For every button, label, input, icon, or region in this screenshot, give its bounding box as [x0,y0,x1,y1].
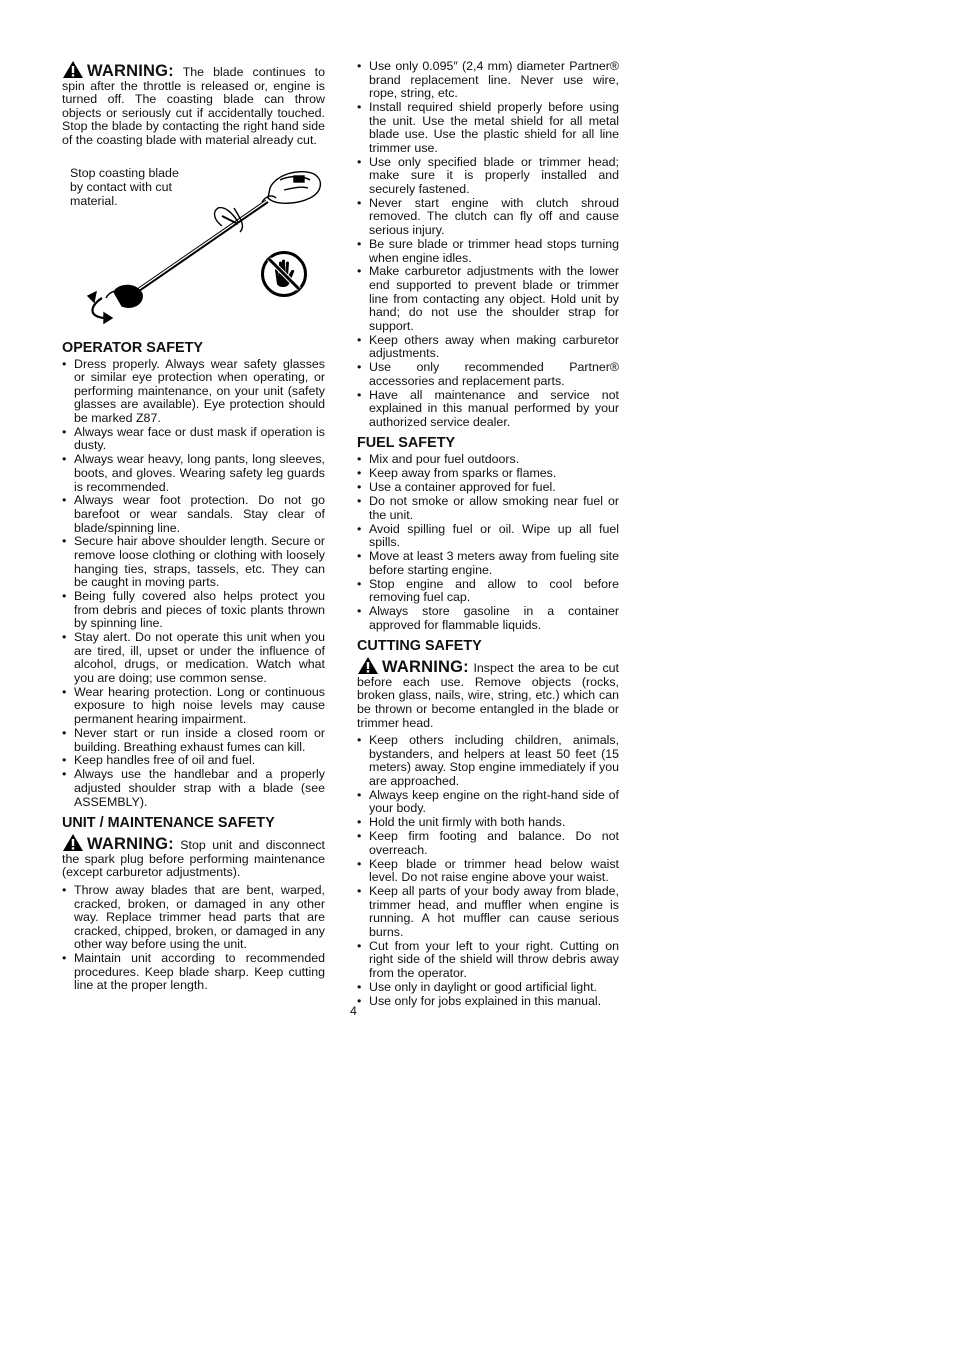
figure-caption: Stop coasting blade by contact with cut material. [70,165,179,208]
intro-warning [62,60,325,148]
list-item: • Keep handles free of oil and fuel. [62,754,325,768]
list-item: • Avoid spilling fuel or oil. Wipe up all fuel spills. [357,523,619,550]
warning-label: WARNING: [87,835,174,854]
list-item: • Keep blade or trimmer head below waist level. Do not raise engine above your waist. [357,858,619,885]
list-item: • Wear hearing protection. Long or continuous exposure to high noise levels may cause permanent hearing impairment. [62,686,325,727]
list-item: • Install required shield properly before using the unit. Use the metal shield for all metal blade use. Use the plastic shield for all line trimmer use. [357,101,619,155]
list-item: • Maintain unit according to recommended procedures. Keep blade sharp. Keep cutting line at the proper length. [62,952,325,993]
list-item: • Throw away blades that are bent, warped, cracked, broken, or damaged in any other way. Replace trimmer head parts that are cracked, chipped, broken, or damaged in any other way before using the unit. [62,884,325,952]
list-item: • Be sure blade or trimmer head stops turning when engine idles. [357,238,619,265]
list-item: • Use a container approved for fuel. [357,481,619,495]
cutting-warning [357,656,619,730]
list-item: • Move at least 3 meters away from fueling site before starting engine. [357,550,619,577]
maintenance-safety-list [62,884,325,993]
list-item: • Stop engine and allow to cool before removing fuel cap. [357,578,619,605]
operator-safety-heading: OPERATOR SAFETY [62,339,203,356]
list-item: • Mix and pour fuel outdoors. [357,453,619,467]
list-item: • Use only for jobs explained in this manual. [357,995,619,1009]
list-item: • Keep firm footing and balance. Do not overreach. [357,830,619,857]
warning-label: WARNING: [87,62,174,80]
list-item: • Stay alert. Do not operate this unit when you are tired, ill, upset or under the influence of alcohol, drugs, or medication. Watch what you are doing; use common sense. [62,631,325,685]
warning-label: WARNING: [382,658,469,677]
warning-triangle-icon [357,656,379,675]
list-item: • Always wear face or dust mask if operation is dusty. [62,426,325,453]
operator-safety-list [62,358,325,810]
list-item: • Make carburetor adjustments with the lower end supported to prevent blade or trimmer line from contacting any object. Hold unit by hand; do not use the shoulder strap for support. [357,265,619,333]
coasting-blade-figure [62,166,325,328]
page-number: 4 [350,1004,357,1018]
fuel-safety-heading: FUEL SAFETY [357,435,456,452]
list-item: • Always use the handlebar and a properly adjusted shoulder strap with a blade (see ASSEMBLY). [62,768,325,809]
list-item: • Use only 0.095″ (2,4 mm) diameter Partner® brand replacement line. Never use wire, rope, string, etc. [357,60,619,101]
list-item: • Being fully covered also helps protect you from debris and pieces of toxic plants thrown by spinning line. [62,590,325,631]
list-item: • Keep all parts of your body away from blade, trimmer head, and muffler when engine is running. A hot muffler can cause serious burns. [357,885,619,939]
maintenance-warning [62,833,325,880]
list-item: • Use only recommended Partner® accessories and replacement parts. [357,361,619,388]
warning-text: Inspect the area to be cut before each use. Remove objects (rocks, broken glass, nails, wire, string, etc.) which can be thrown or become entangled in the blade or trimmer head. [357,661,619,730]
warning-triangle-icon [62,833,84,852]
cutting-safety-list [357,734,619,1008]
list-item: • Never start or run inside a closed room or building. Breathing exhaust fumes can kill. [62,727,325,754]
fuel-safety-list [357,453,619,632]
list-item: • Use only in daylight or good artificial light. [357,981,619,995]
cutting-safety-heading: CUTTING SAFETY [357,638,482,655]
list-item: • Use only specified blade or trimmer head; make sure it is properly installed and securely fastened. [357,156,619,197]
list-item: • Never start engine with clutch shroud removed. The clutch can fly off and cause serious injury. [357,197,619,238]
list-item: • Have all maintenance and service not explained in this manual performed by your authorized service dealer. [357,389,619,430]
unit-maintenance-heading: UNIT / MAINTENANCE SAFETY [62,815,275,832]
list-item: • Always store gasoline in a container approved for flammable liquids. [357,605,619,632]
right-column [357,60,619,1009]
list-item: • Dress properly. Always wear safety glasses or similar eye protection when operating, or performing maintenance, on your unit (safety glasses are available). Eye protection should be marked Z87. [62,358,325,426]
list-item: • Always wear foot protection. Do not go barefoot or wear sandals. Stay clear of blade/spinning line. [62,494,325,535]
list-item: • Cut from your left to your right. Cutting on right side of the shield will throw debris away from the operator. [357,940,619,981]
list-item: • Secure hair above shoulder length. Secure or remove loose clothing or clothing with loosely hanging ties, straps, tassels, etc. They can be caught in moving parts. [62,535,325,589]
warning-text: Stop unit and disconnect the spark plug before performing maintenance (except carburetor adjustments). [62,838,325,880]
maintenance-continued-list [357,60,619,429]
list-item: • Keep others away when making carburetor adjustments. [357,334,619,361]
warning-text: The blade continues to spin after the throttle is released or, engine is turned off. The coasting blade can throw objects or seriously cut if accidentally touched. Stop the blade by contacting the right hand side of the coasting blade with material already cut. [62,65,325,147]
list-item: • Do not smoke or allow smoking near fuel or the unit. [357,495,619,522]
warning-triangle-icon [62,60,84,79]
no-hand-prohibition-icon [260,250,308,298]
list-item: • Hold the unit firmly with both hands. [357,816,619,830]
list-item: • Keep away from sparks or flames. [357,467,619,481]
list-item: • Always wear heavy, long pants, long sleeves, boots, and gloves. Wearing safety leg guards is recommended. [62,453,325,494]
list-item: • Keep others including children, animals, bystanders, and helpers at least 50 feet (15 meters) away. Stop engine immediately if you are approached. [357,734,619,788]
left-column [62,60,325,993]
list-item: • Always keep engine on the right-hand side of your body. [357,789,619,816]
